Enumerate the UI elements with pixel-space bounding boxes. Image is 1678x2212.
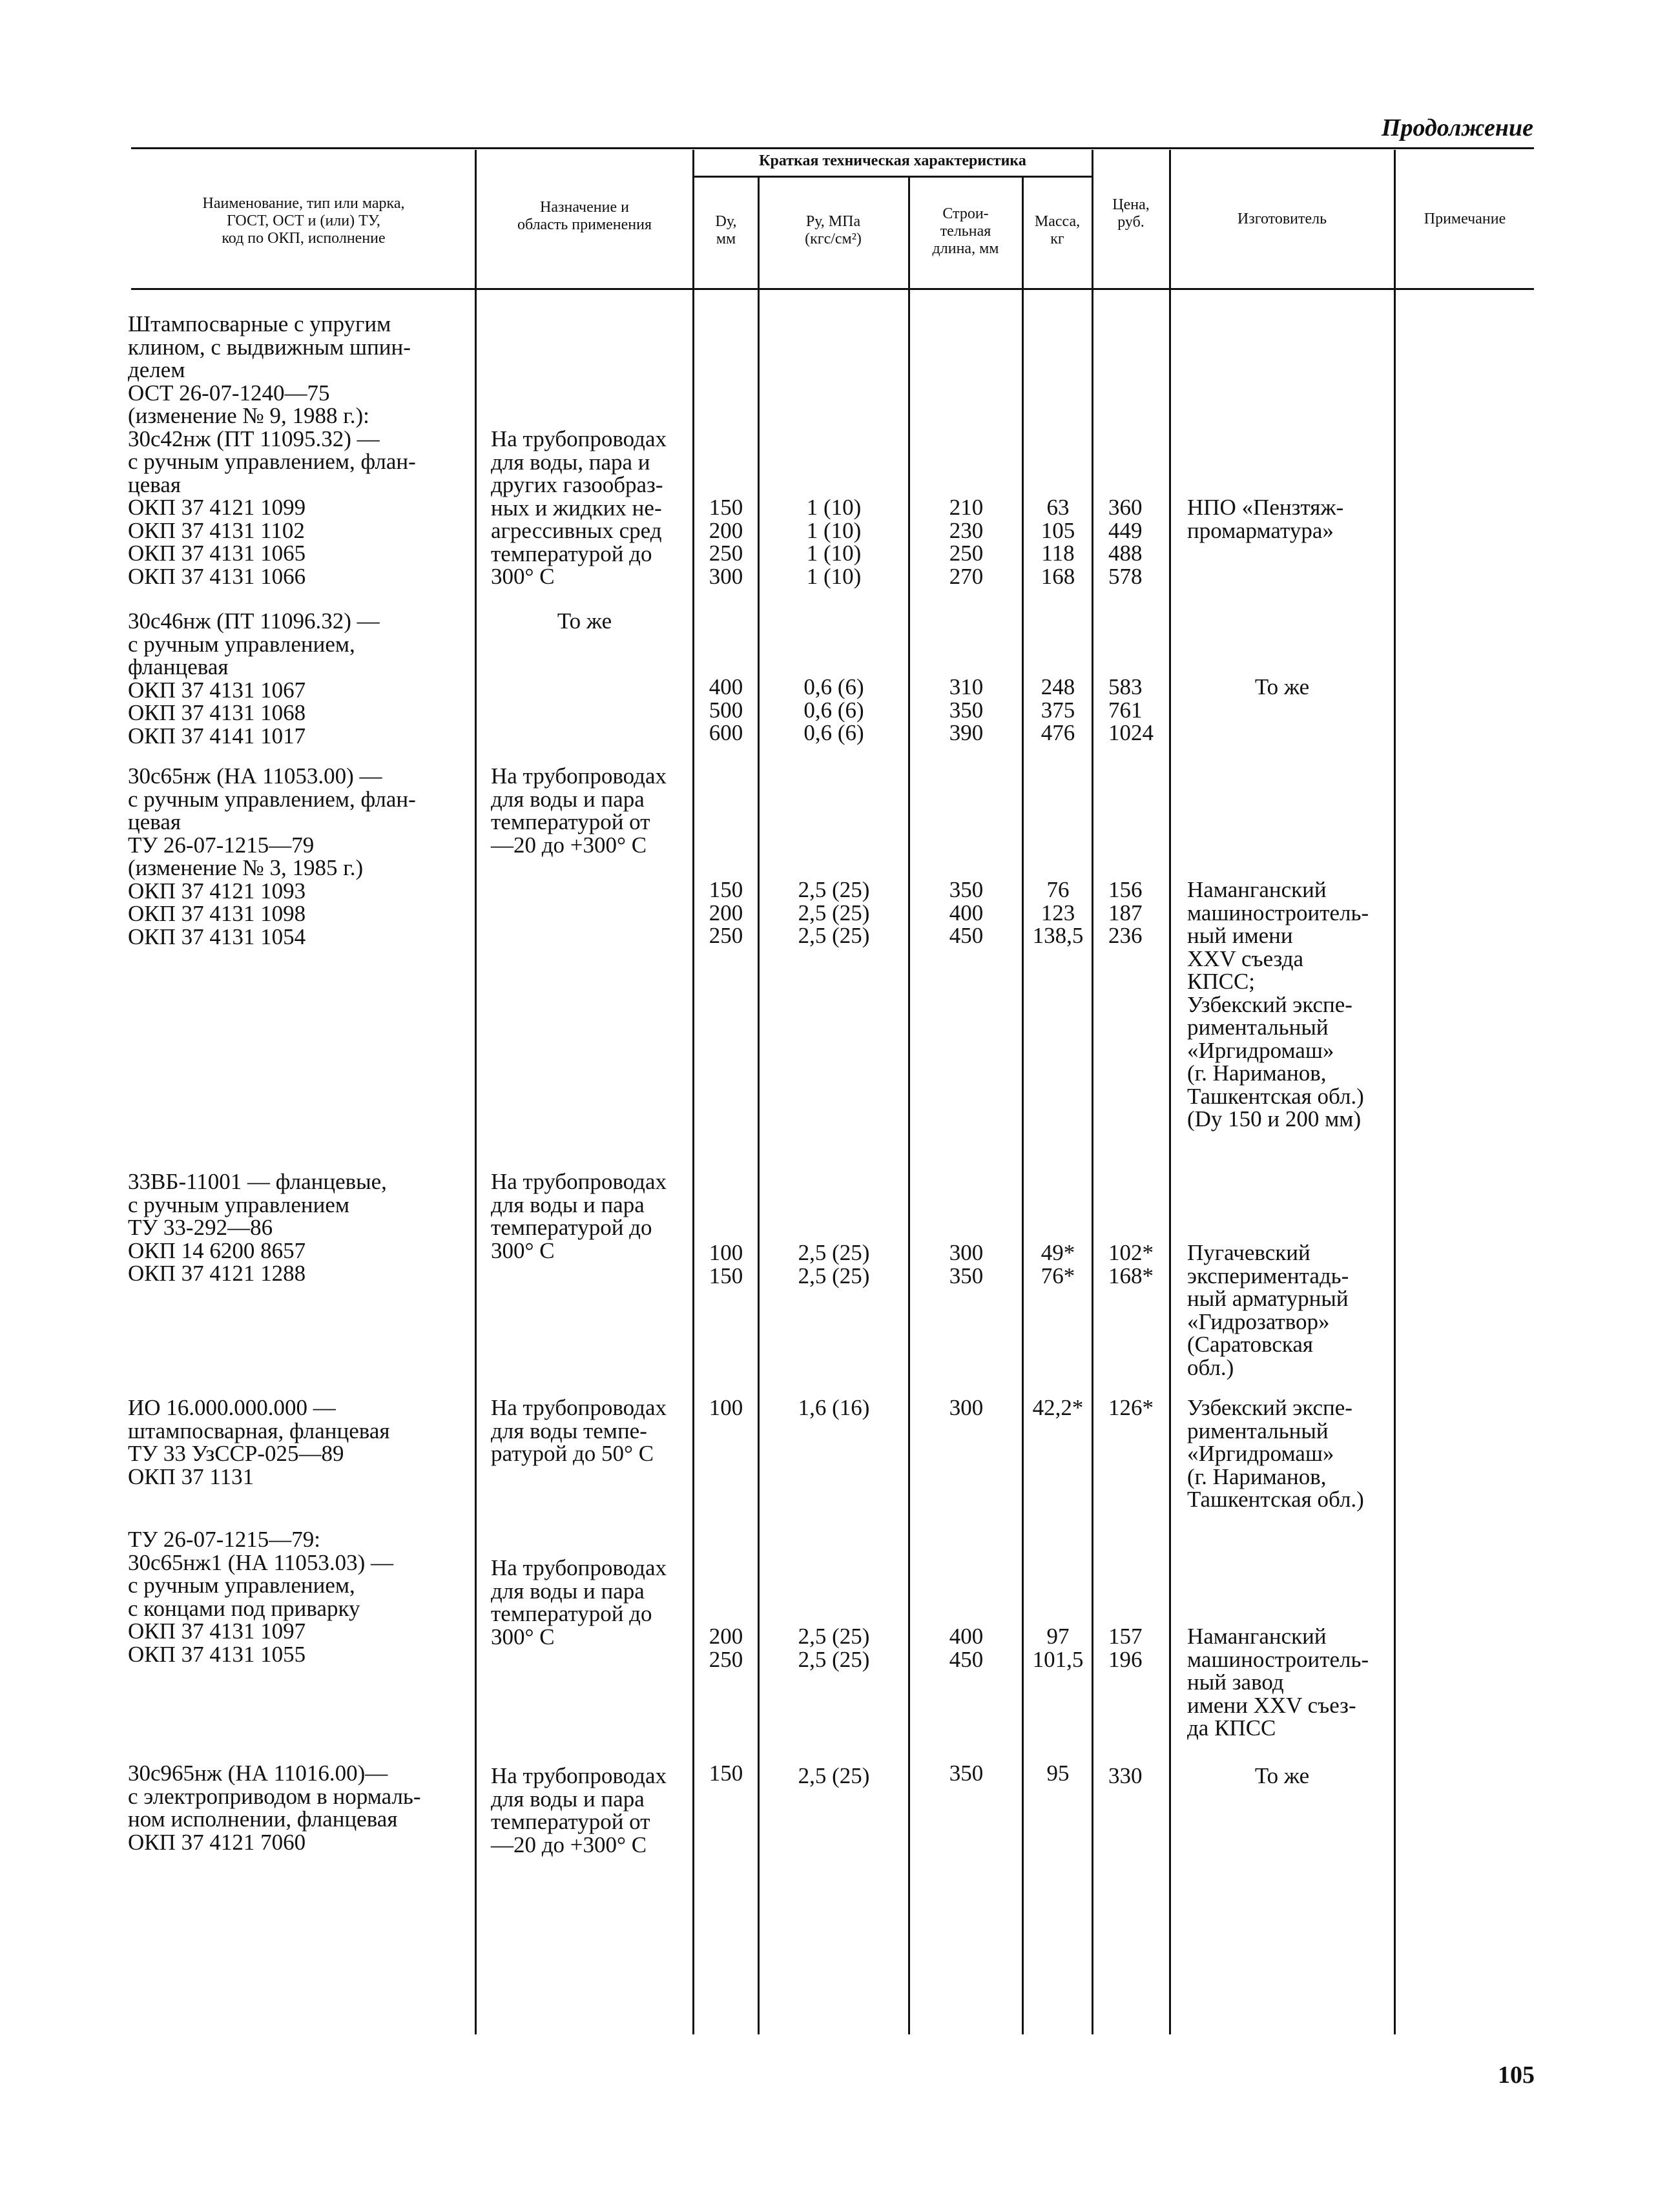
- column-divider: [692, 150, 694, 2034]
- header-length: Строи- тельная длина, мм: [932, 205, 999, 257]
- item-dy: 150: [709, 1761, 743, 1786]
- column-divider: [908, 176, 910, 2034]
- item-py: 1 (10) 1 (10) 1 (10) 1 (10): [806, 495, 862, 589]
- item-purpose: На трубопроводах для воды, пара и других газообраз- ных и жидких не- агрессивных сред температурой до 300° С: [491, 426, 667, 589]
- item-mass: 95: [1046, 1761, 1070, 1786]
- item-mass: 42,2*: [1032, 1395, 1084, 1420]
- header-purpose: Назначение и область применения: [517, 199, 652, 233]
- column-divider: [1022, 176, 1024, 2034]
- item-price: 156 187 236: [1108, 877, 1143, 948]
- item-mass: 76 123 138,5: [1032, 877, 1084, 948]
- item-name: ИО 16.000.000.000 — штампосварная, фланцевая ТУ 33 УзССР-025—89 ОКП 37 1131: [128, 1395, 390, 1489]
- item-mass: 97 101,5: [1032, 1624, 1084, 1672]
- item-py: 0,6 (6) 0,6 (6) 0,6 (6): [803, 674, 864, 745]
- item-purpose: На трубопроводах для воды и пара температурой до 300° С: [491, 1169, 667, 1263]
- item-purpose: На трубопроводах для воды темпе- ратурой до 50° С: [491, 1395, 667, 1466]
- item-name: Штампосварные с упругим клином, с выдвижным шпин- делем ОСТ 26-07-1240—75 (изменение № 9, 1988 г.): 30с42нж (ПТ 11095.32) — с ручным управлением, флан- цевая ОКП 37 4121 1099 ОКП 37 4131 1102 ОКП 37 4131 1065 ОКП 37 4131 1066: [128, 311, 416, 589]
- item-maker: Наманганский машинострoитель- ный имени XXV съезда КПСС; Узбекский экспе- риментальный «Иргидромаш» (г. Нариманов, Ташкентская обл.) (Dу 150 и 200 мм): [1187, 877, 1369, 1132]
- item-name: 30с965нж (НА 11016.00)— с электроприводом в нормаль- ном исполнении, фланцевая ОКП 37 4121 7060: [128, 1761, 421, 1855]
- item-length: 300 350: [949, 1240, 984, 1288]
- item-maker: Пугачевский экспериментадь- ный арматурный «Гидрозатвор» (Саратовская обл.): [1187, 1240, 1349, 1380]
- column-divider: [1092, 150, 1093, 2034]
- item-dy: 100 150: [709, 1240, 743, 1288]
- column-divider: [1169, 150, 1171, 2034]
- item-price: 126*: [1108, 1395, 1154, 1420]
- item-dy: 100: [709, 1395, 743, 1420]
- item-maker: НПО «Пензтяж- промарматура»: [1187, 495, 1344, 543]
- item-maker: То же: [1254, 1763, 1310, 1788]
- header-py: Pу, МПа (кгс/см²): [805, 213, 862, 247]
- header-mass: Масса, кг: [1034, 213, 1081, 247]
- item-purpose: На трубопроводах для воды и пара температурой от —20 до +300° С: [491, 763, 667, 858]
- page-number: 105: [1498, 2062, 1535, 2089]
- item-name: 30с65нж (НА 11053.00) — с ручным управлением, флан- цевая ТУ 26-07-1215—79 (изменение № 3, 1985 г.) ОКП 37 4121 1093 ОКП 37 4131 1098 ОКП 37 4131 1054: [128, 763, 416, 949]
- item-purpose: На трубопроводах для воды и пара температурой до 300° С: [491, 1555, 667, 1649]
- item-purpose: На трубопроводах для воды и пара температурой от —20 до +300° С: [491, 1763, 667, 1857]
- item-maker: То же: [1254, 674, 1310, 699]
- item-py: 2,5 (25): [798, 1763, 870, 1788]
- item-py: 2,5 (25) 2,5 (25): [798, 1240, 870, 1288]
- item-dy: 150 200 250 300: [709, 495, 743, 589]
- header-note: Примечание: [1424, 211, 1506, 227]
- item-price: 102* 168*: [1108, 1240, 1154, 1288]
- item-length: 310 350 390: [949, 674, 984, 745]
- column-divider: [475, 150, 477, 2034]
- item-purpose: То же: [557, 608, 612, 634]
- item-dy: 200 250: [709, 1624, 743, 1672]
- item-price: 360 449 488 578: [1108, 495, 1143, 589]
- header-tech-group: Краткая техническая характеристика: [759, 152, 1026, 169]
- item-py: 1,6 (16): [798, 1395, 870, 1420]
- item-py: 2,5 (25) 2,5 (25) 2,5 (25): [798, 877, 870, 948]
- item-maker: Наманганский машиностроитель- ный завод имени XXV съез- да КПСС: [1187, 1624, 1369, 1741]
- item-mass: 63 105 118 168: [1041, 495, 1075, 589]
- item-maker: Узбекский экспе- риментальный «Иргидромаш» (г. Нариманов, Ташкентская обл.): [1187, 1395, 1364, 1512]
- item-length: 350: [949, 1761, 984, 1786]
- item-dy: 150 200 250: [709, 877, 743, 948]
- top-rule: [131, 147, 1534, 149]
- column-divider: [1394, 150, 1396, 2034]
- item-length: 300: [949, 1395, 984, 1420]
- continuation-label: Продолжение: [1381, 114, 1533, 141]
- item-dy: 400 500 600: [709, 674, 743, 745]
- item-name: 33ВБ-11001 — фланцевые, с ручным управлением ТУ 33-292—86 ОКП 14 6200 8657 ОКП 37 4121 1288: [128, 1169, 387, 1286]
- item-py: 2,5 (25) 2,5 (25): [798, 1624, 870, 1672]
- header-name: Наименование, тип или марка, ГОСТ, ОСТ и (или) ТУ, код по ОКП, исполнение: [202, 195, 405, 247]
- item-mass: 49* 76*: [1041, 1240, 1075, 1288]
- item-name: ТУ 26-07-1215—79: 30с65нж1 (НА 11053.03) — с ручным управлением, с концами под приварку ОКП 37 4131 1097 ОКП 37 4131 1055: [128, 1527, 394, 1667]
- column-divider: [758, 176, 760, 2034]
- item-length: 400 450: [949, 1624, 984, 1672]
- header-bottom-rule: [131, 288, 1534, 290]
- header-price: Цена, руб.: [1112, 196, 1150, 231]
- header-maker: Изготовитель: [1237, 211, 1327, 227]
- item-length: 350 400 450: [949, 877, 984, 948]
- item-name: 30с46нж (ПТ 11096.32) — с ручным управлением, фланцевая ОКП 37 4131 1067 ОКП 37 4131 1068 ОКП 37 4141 1017: [128, 608, 380, 749]
- tech-group-rule: [692, 176, 1092, 178]
- item-length: 210 230 250 270: [949, 495, 984, 589]
- item-mass: 248 375 476: [1041, 674, 1075, 745]
- item-price: 330: [1108, 1763, 1143, 1788]
- header-dy: Dу, мм: [715, 213, 737, 247]
- item-price: 157 196: [1108, 1624, 1143, 1672]
- item-price: 583 761 1024: [1108, 674, 1154, 745]
